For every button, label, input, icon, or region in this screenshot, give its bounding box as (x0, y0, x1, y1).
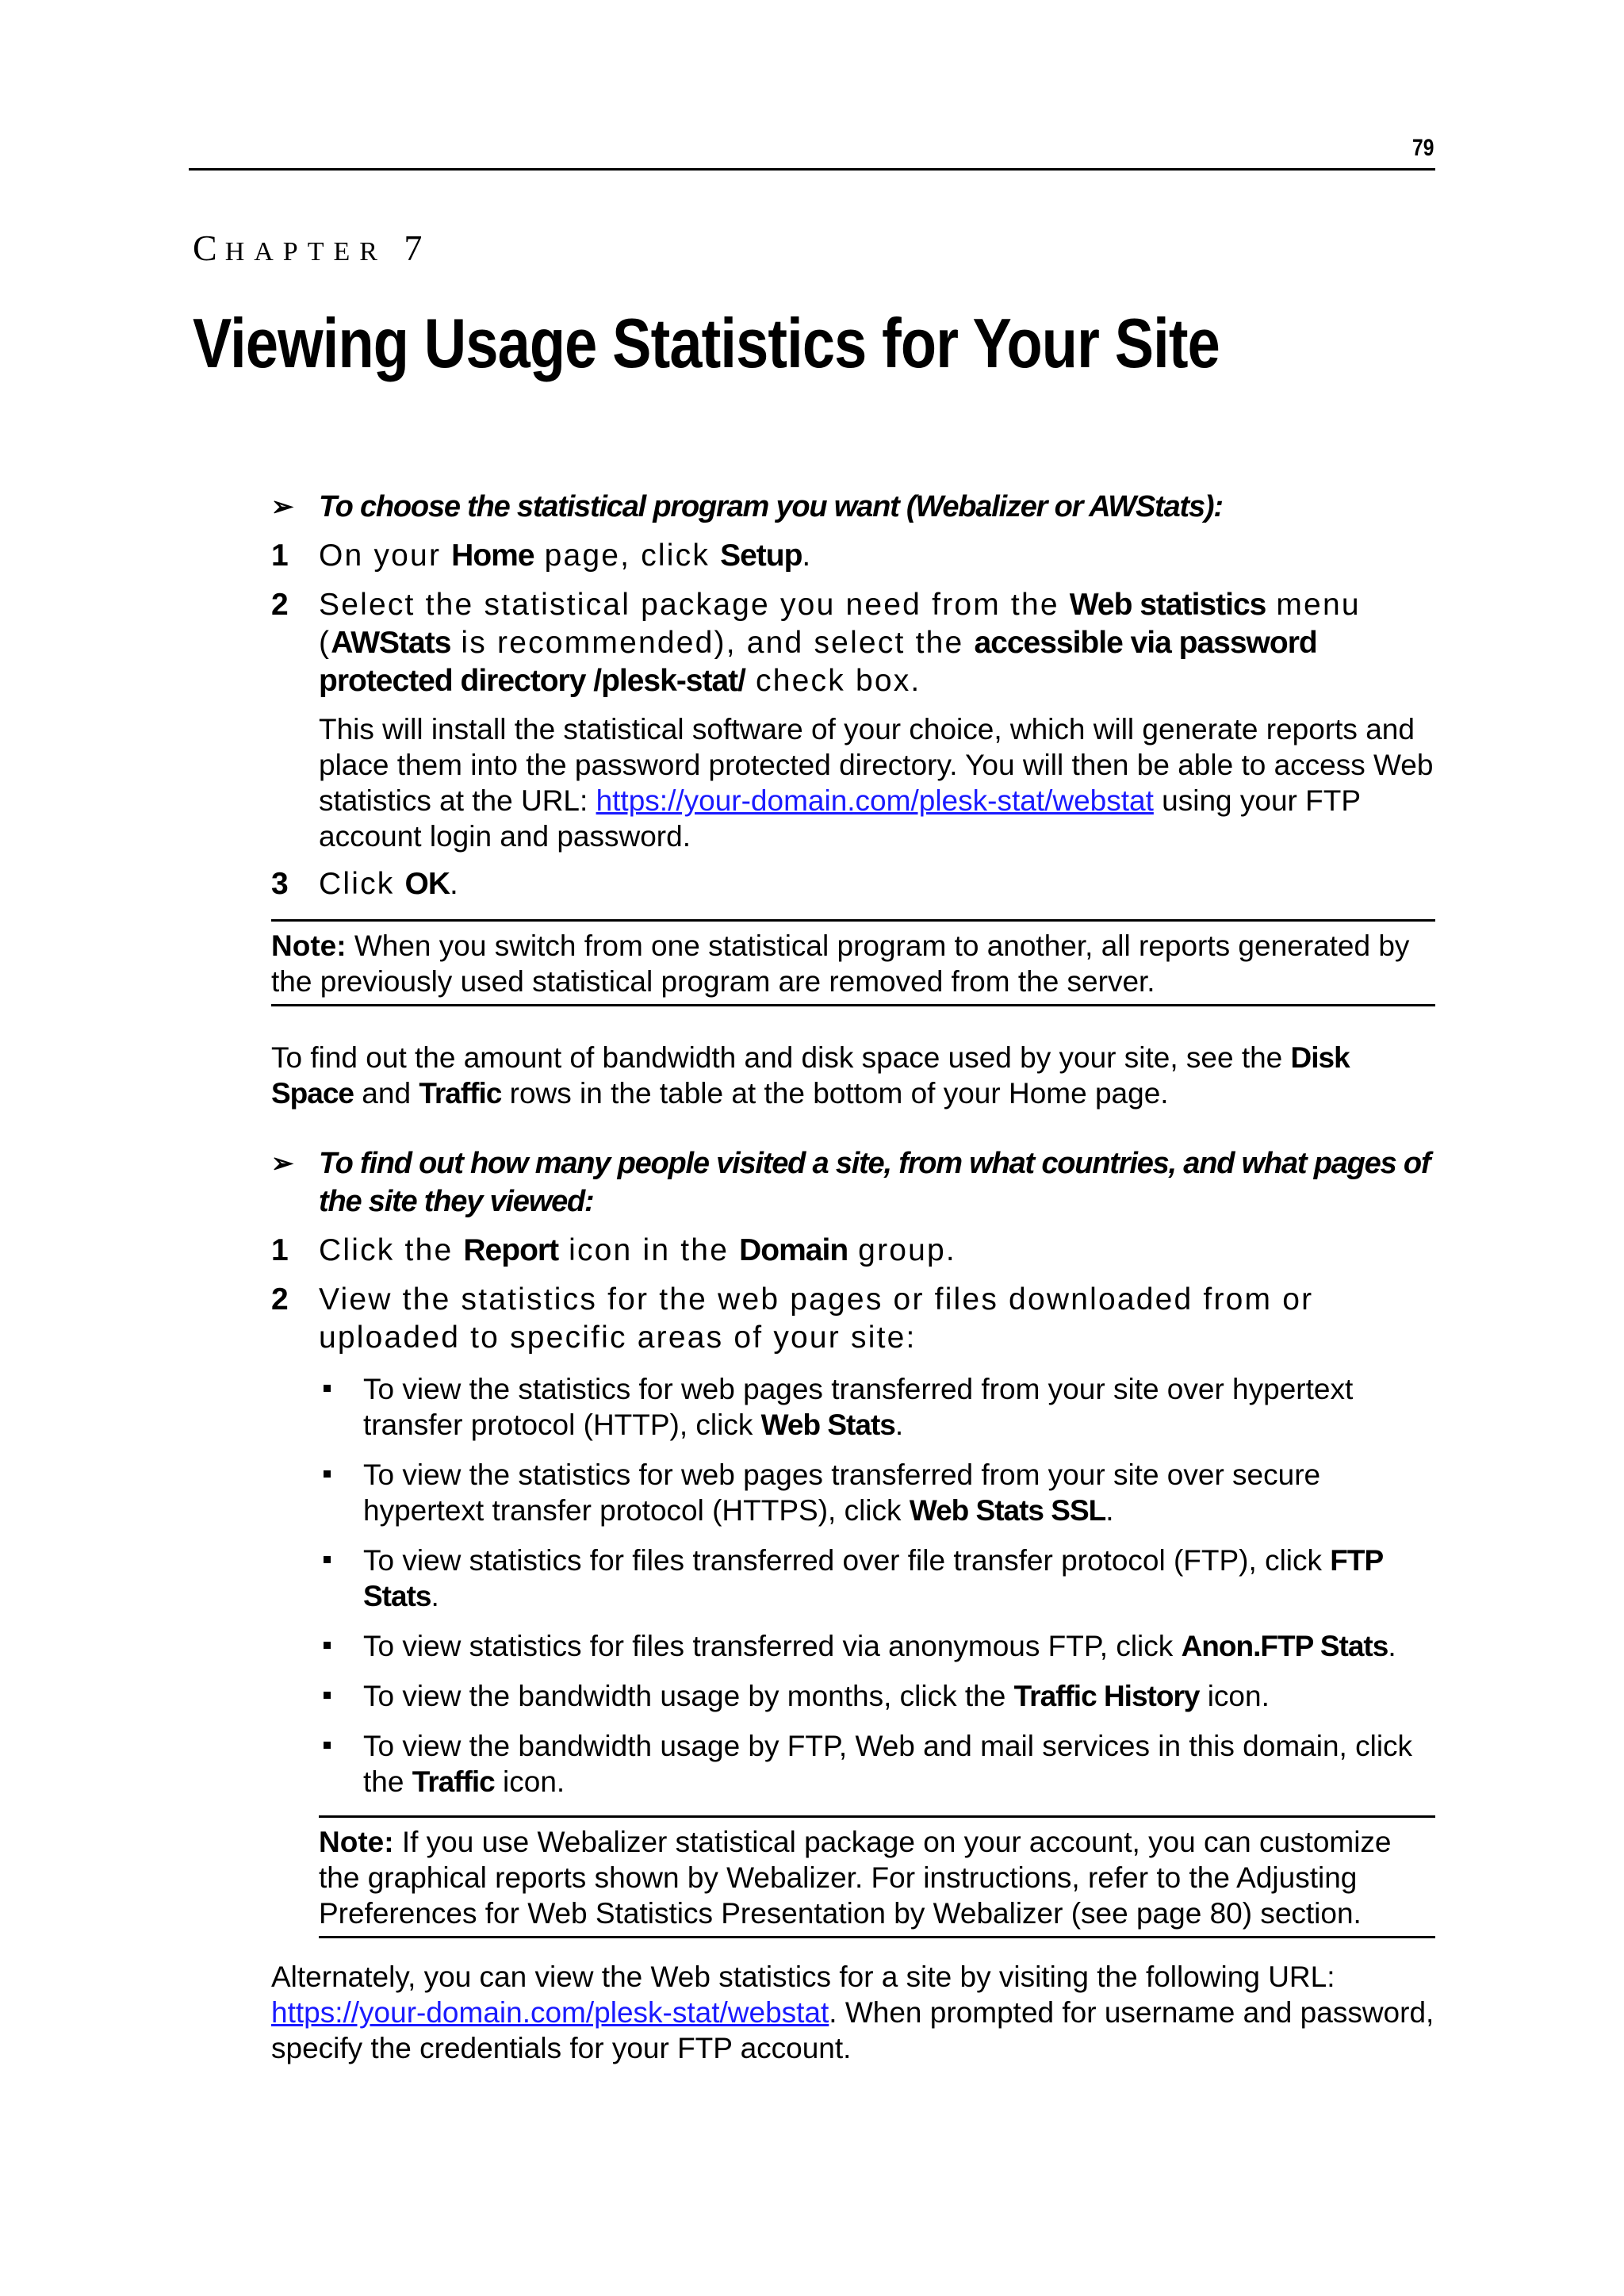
note-label: Note: (319, 1826, 394, 1858)
page-number: 79 (1411, 135, 1434, 161)
list-item-text: icon. (494, 1765, 565, 1798)
step-number: 1 (271, 539, 289, 573)
step-2 (271, 586, 1435, 700)
step-text: Select the statistical package you need from the (319, 588, 1070, 622)
list-item (319, 1457, 1435, 1528)
square-bullet-icon (324, 1385, 331, 1392)
step-text: group. (848, 1233, 956, 1267)
list-item-text: . (894, 1409, 904, 1441)
list-item-text: To view the statistics for web pages transferred from your site over hypertext transfer protocol (HTTP), click (363, 1373, 1354, 1441)
list-item-text: To view statistics for files transferred via anonymous FTP, click (363, 1630, 1182, 1662)
procedure-heading-text: To find out how many people visited a site, from what countries, and what pages of the site they viewed: (319, 1147, 1431, 1218)
ui-term-awstats: AWStats (331, 626, 451, 660)
paragraph-bandwidth (271, 1040, 1435, 1111)
ui-term-disk-space: Disk Space (271, 1041, 1350, 1110)
step-3 (271, 865, 1435, 903)
list-item-text: . (1388, 1630, 1396, 1662)
list-item (319, 1728, 1435, 1800)
ui-term-traffic-history: Traffic History (1013, 1680, 1200, 1712)
step-text: page, click (534, 539, 721, 573)
arrowhead-bullet-icon: ➢ (271, 1148, 293, 1179)
procedure-heading-visitors (271, 1144, 1435, 1221)
list-item-text: To view the bandwidth usage by FTP, Web and mail services in this domain, click the (363, 1730, 1413, 1798)
procedure-heading-statistics-program (271, 488, 1435, 526)
arrowhead-bullet-icon: ➢ (271, 492, 293, 522)
step-2 (271, 1281, 1435, 1357)
ui-term-password-directory: accessible via password protected directory /plesk-stat/ (319, 626, 1317, 698)
step-1 (271, 537, 1435, 575)
paragraph-text: Alternately, you can view the Web statistics for a site by visiting the following URL: (271, 1961, 1335, 1993)
explanation-text: using your FTP account login and password. (319, 784, 1361, 853)
step-number: 1 (271, 1233, 289, 1267)
step-text: View the statistics for the web pages or files downloaded from or uploaded to specific areas of your site: (319, 1282, 1314, 1355)
list-item-text: To view the statistics for web pages transferred from your site over secure hypertext transfer protocol (HTTPS), click (363, 1458, 1321, 1527)
note-text: When you switch from one statistical program to another, all reports generated by the previously used statistical program are removed from the server. (271, 930, 1410, 998)
chapter-label (193, 227, 430, 269)
step-number: 2 (271, 1282, 289, 1317)
paragraph-text: To find out the amount of bandwidth and disk space used by your site, see the (271, 1041, 1291, 1074)
ui-term-report: Report (463, 1233, 559, 1267)
step-text: On your (319, 539, 452, 573)
list-item (319, 1543, 1435, 1614)
note-text: If you use Webalizer statistical package on your account, you can customize the graphical reports shown by Webalizer. For instructions, refer to the Adjusting Preferences for Web Statistics Presentation by Webalizer (see page 80) section. (319, 1826, 1392, 1930)
step-number: 2 (271, 588, 289, 622)
webstat-url-link[interactable]: https://your-domain.com/plesk-stat/webstat (271, 1996, 829, 2029)
paragraph-text: and (354, 1077, 419, 1110)
ui-term-web-stats-ssl: Web Stats SSL (909, 1494, 1106, 1527)
webstat-url-link[interactable]: https://your-domain.com/plesk-stat/webstat (596, 784, 1154, 817)
step-number: 3 (271, 867, 289, 901)
square-bullet-icon (324, 1642, 331, 1649)
list-item-text: To view statistics for files transferred over file transfer protocol (FTP), click (363, 1544, 1331, 1577)
note-box-switch-program (271, 919, 1435, 1006)
square-bullet-icon (324, 1470, 331, 1478)
step-text: is recommended), and select the (450, 626, 975, 660)
step-text: icon in the (558, 1233, 740, 1267)
stats-options-list (271, 1371, 1435, 1800)
step-text: menu ( (319, 588, 1361, 660)
list-item-text: To view the bandwidth usage by months, click the (363, 1680, 1014, 1712)
chapter-number: 7 (404, 228, 431, 268)
list-item-text: icon. (1199, 1680, 1270, 1712)
step-text: check box. (745, 664, 921, 698)
ui-term-ftp-stats: FTP Stats (363, 1544, 1383, 1612)
ui-term-web-statistics: Web statistics (1069, 588, 1266, 622)
ui-term-ok: OK (404, 867, 450, 901)
step-2-explanation (271, 711, 1435, 854)
ui-term-traffic: Traffic (419, 1077, 502, 1110)
step-text: Click (319, 867, 405, 901)
ui-term-anon-ftp-stats: Anon.FTP Stats (1181, 1630, 1388, 1662)
explanation-text: This will install the statistical software of your choice, which will generate reports and place them into the password protected directory. You will then be able to access Web statistics at the URL: (319, 713, 1434, 817)
step-text: . (450, 867, 461, 901)
step-text: Click the (319, 1233, 464, 1267)
list-item (319, 1371, 1435, 1443)
step-1 (271, 1232, 1435, 1270)
note-label: Note: (271, 930, 347, 962)
ui-term-traffic: Traffic (412, 1765, 495, 1798)
list-item (319, 1678, 1435, 1714)
ui-term-setup: Setup (720, 539, 802, 573)
content (271, 488, 1435, 2066)
ui-term-home: Home (451, 539, 534, 573)
paragraph-text: . When prompted for username and password, specify the credentials for your FTP account. (271, 1996, 1434, 2064)
list-item-text: . (431, 1580, 439, 1612)
paragraph-alternate-url (271, 1959, 1435, 2066)
square-bullet-icon (324, 1556, 331, 1563)
step-text: . (802, 539, 813, 573)
paragraph-text: rows in the table at the bottom of your Home page. (501, 1077, 1169, 1110)
ui-term-web-stats: Web Stats (760, 1409, 895, 1441)
header-rule (189, 168, 1435, 171)
ui-term-domain: Domain (739, 1233, 848, 1267)
chapter-label-initial: C (193, 228, 225, 268)
note-box-webalizer (319, 1815, 1435, 1938)
square-bullet-icon (324, 1742, 331, 1749)
list-item (319, 1628, 1435, 1664)
chapter-title: Viewing Usage Statistics for Your Site (193, 304, 1220, 382)
procedure-heading-text: To choose the statistical program you want (Webalizer or AWStats): (319, 490, 1223, 523)
list-item-text: . (1105, 1494, 1114, 1527)
chapter-label-word: HAPTER (224, 237, 387, 266)
square-bullet-icon (324, 1692, 331, 1699)
